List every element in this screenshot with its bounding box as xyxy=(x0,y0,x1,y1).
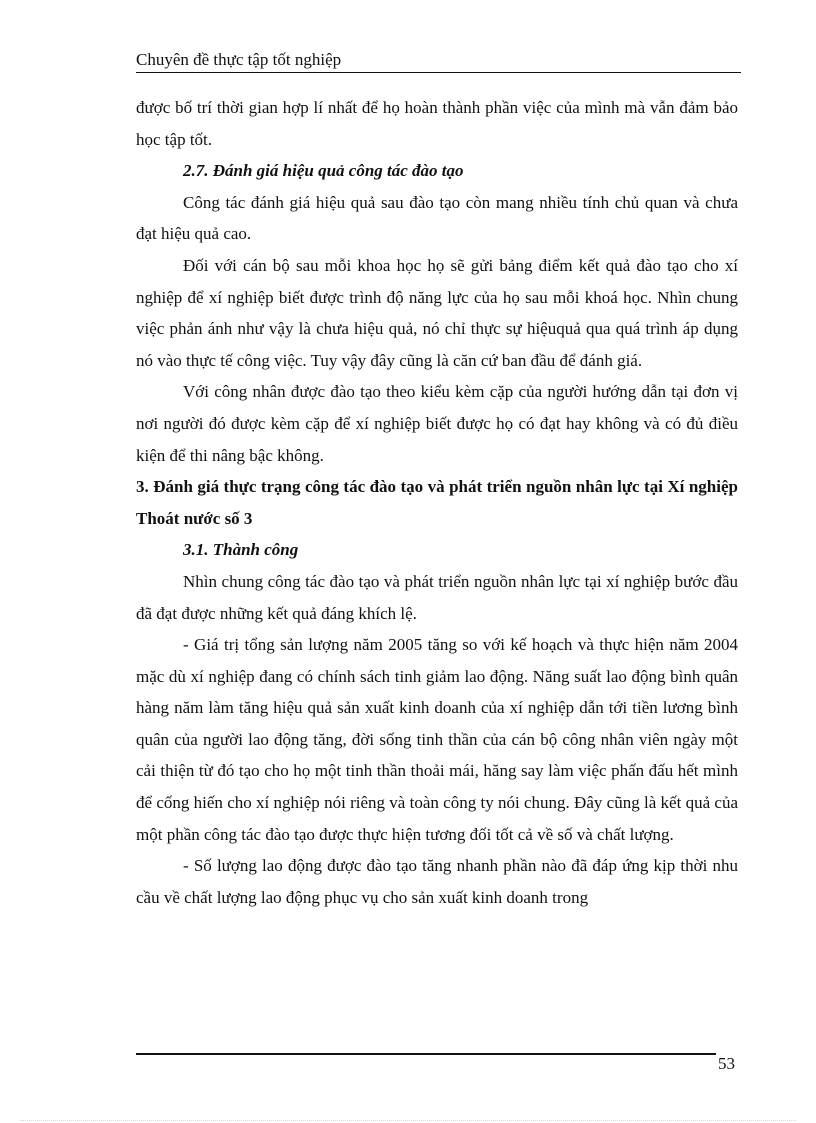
document-body xyxy=(136,92,738,913)
paragraph-worker-evaluation: Với công nhân được đào tạo theo kiểu kèm cặp của người hướng dẫn tại đơn vị nơi người đó được kèm cặp để xí nghiệp biết được họ có đạt hay không và có đủ điều kiện để thi nâng bậc không. xyxy=(136,382,738,465)
footer-divider xyxy=(136,1053,716,1055)
section-heading-2-7: 2.7. Đánh giá hiệu quả công tác đào tạo xyxy=(183,161,464,181)
paragraph-output-value: - Giá trị tổng sản lượng năm 2005 tăng so với kế hoạch và thực hiện năm 2004 mặc dù xí nghiệp đang có chính sách tinh giảm lao động. Năng suất lao động bình quân hàng năm làm tăng hiệu quả sản xuất kinh doanh của xí nghiệp dẫn tới tiền lương bình quân của người lao động tăng, đời sống tinh thần của cán bộ công nhân viên ngày một cải thiện từ đó tạo cho họ một tinh thần thoải mái, hăng say làm việc phấn đấu hết mình để cống hiến cho xí nghiệp nói riêng và toàn công ty nói chung. Đây cũng là kết quả của một phần công tác đào tạo được thực hiện tương đối tốt cả về số và chất lượng. xyxy=(136,635,738,844)
paragraph-staff-evaluation: Đối với cán bộ sau mỗi khoa học họ sẽ gửi bảng điểm kết quả đào tạo cho xí nghiệp để xí nghiệp biết được trình độ năng lực của họ sau mỗi khoá học. Nhìn chung việc phản ánh như vậy là chưa hiệu quả, nó chỉ thực sự hiệuquả qua quá trình áp dụng nó vào thực tế công việc. Tuy vậy đây cũng là căn cứ ban đầu để đánh giá. xyxy=(136,255,738,370)
paragraph-trained-labor: - Số lượng lao động được đào tạo tăng nhanh phần nào đã đáp ứng kịp thời nhu cầu về chất lượng lao động phục vụ cho sản xuất kinh doanh trong xyxy=(136,856,738,907)
page-bottom-edge xyxy=(20,1120,796,1121)
paragraph-overview: Nhìn chung công tác đào tạo và phát triển nguồn nhân lực tại xí nghiệp bước đầu đã đạt được những kết quả đáng khích lệ. xyxy=(136,571,738,623)
section-heading-3-1: 3.1. Thành công xyxy=(183,540,299,560)
page-number: 53 xyxy=(718,1054,735,1073)
paragraph-continuation: được bố trí thời gian hợp lí nhất để họ hoàn thành phần việc của mình mà vẫn đảm bảo học tập tốt. xyxy=(136,98,738,149)
section-heading-3: 3. Đánh giá thực trạng công tác đào tạo và phát triển nguồn nhân lực tại Xí nghiệp Thoát nước số 3 xyxy=(136,477,738,528)
paragraph-evaluation-intro: Công tác đánh giá hiệu quả sau đào tạo còn mang nhiều tính chủ quan và chưa đạt hiệu quả cao. xyxy=(136,192,738,244)
header-title: Chuyên đề thực tập tốt nghiệp xyxy=(136,50,342,69)
page-header xyxy=(136,48,741,73)
